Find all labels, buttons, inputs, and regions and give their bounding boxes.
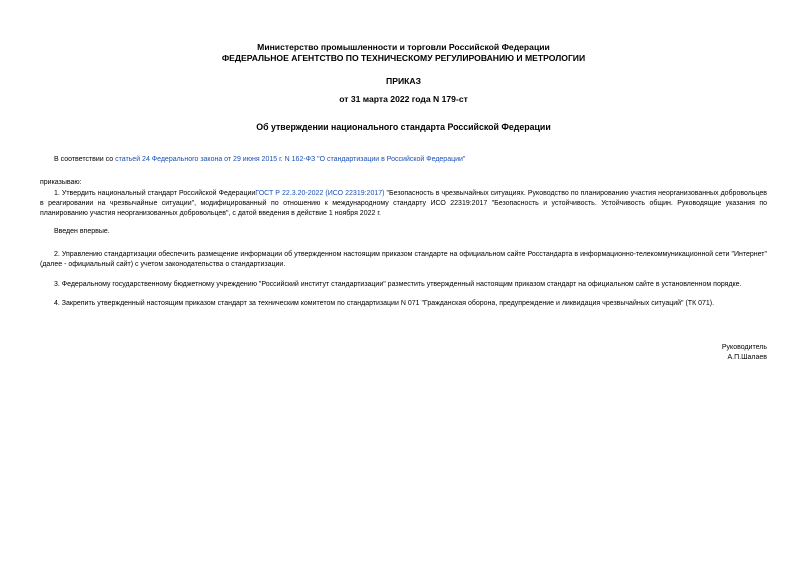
item-4-paragraph: 4. Закрепить утвержденный настоящим приказом стандарт за техническим комитетом по стандартизации N 071 "Гражданская оборона, предупреждение и ликвидация чрезвычайных ситуаций" (ТК 071). <box>54 300 715 307</box>
document-type: ПРИКАЗ <box>386 76 421 86</box>
item-2-paragraph: 2. Управлению стандартизации обеспечить размещение информации об утвержденном настоящим приказом стандарте на официальном сайте Росстандарта в информационно-телекоммуникационной сети "Интернет" (далее - официальный сайт) с учетом законодательства о стандартизации. <box>40 251 767 268</box>
item-1-suffix: "Безопасность в чрезвычайных ситуациях. Руководство по планированию участия неорганизованных добровольцев в реагировании на чрезвычайные ситуации", модифицированный по отношению к международному стандарту ИСО 22319:2017 "Безопасность и устойчивость. Устойчивость общин. Руководящие указания по планированию участия неорганизованных добровольцев", с датой введения в действие 1 ноября 2022 г. <box>40 190 768 217</box>
signature-name: А.П.Шалаев <box>727 354 767 361</box>
standard-link[interactable]: ГОСТ Р 22.3.20-2022 (ИСО 22319:2017) <box>255 190 385 197</box>
intro-note: Введен впервые. <box>54 228 110 235</box>
item-3-paragraph: 3. Федеральному государственному бюджетному учреждению "Российский институт стандартизации" разместить утвержденный настоящим приказом стандарт на официальном сайте в установленном порядке. <box>54 281 742 288</box>
federal-law-link[interactable]: статьей 24 Федерального закона от 29 июня 2015 г. N 162-ФЗ "О стандартизации в Российской Федерации" <box>115 156 466 163</box>
agency-name: ФЕДЕРАЛЬНОЕ АГЕНТСТВО ПО ТЕХНИЧЕСКОМУ РЕГУЛИРОВАНИЮ И МЕТРОЛОГИИ <box>221 53 586 63</box>
ministry-name: Министерство промышленности и торговли Российской Федерации <box>257 42 550 52</box>
signature-position: Руководитель <box>721 344 767 351</box>
item-1-prefix: 1. Утвердить национальный стандарт Российской Федерации <box>54 190 256 197</box>
order-word: приказываю: <box>40 179 82 186</box>
basis-paragraph <box>40 155 767 165</box>
document-subject: Об утверждении национального стандарта Российской Федерации <box>256 122 551 132</box>
item-1-paragraph <box>40 189 767 219</box>
document-date-number: от 31 марта 2022 года N 179-ст <box>339 94 468 104</box>
basis-prefix: В соответствии со <box>54 156 116 163</box>
